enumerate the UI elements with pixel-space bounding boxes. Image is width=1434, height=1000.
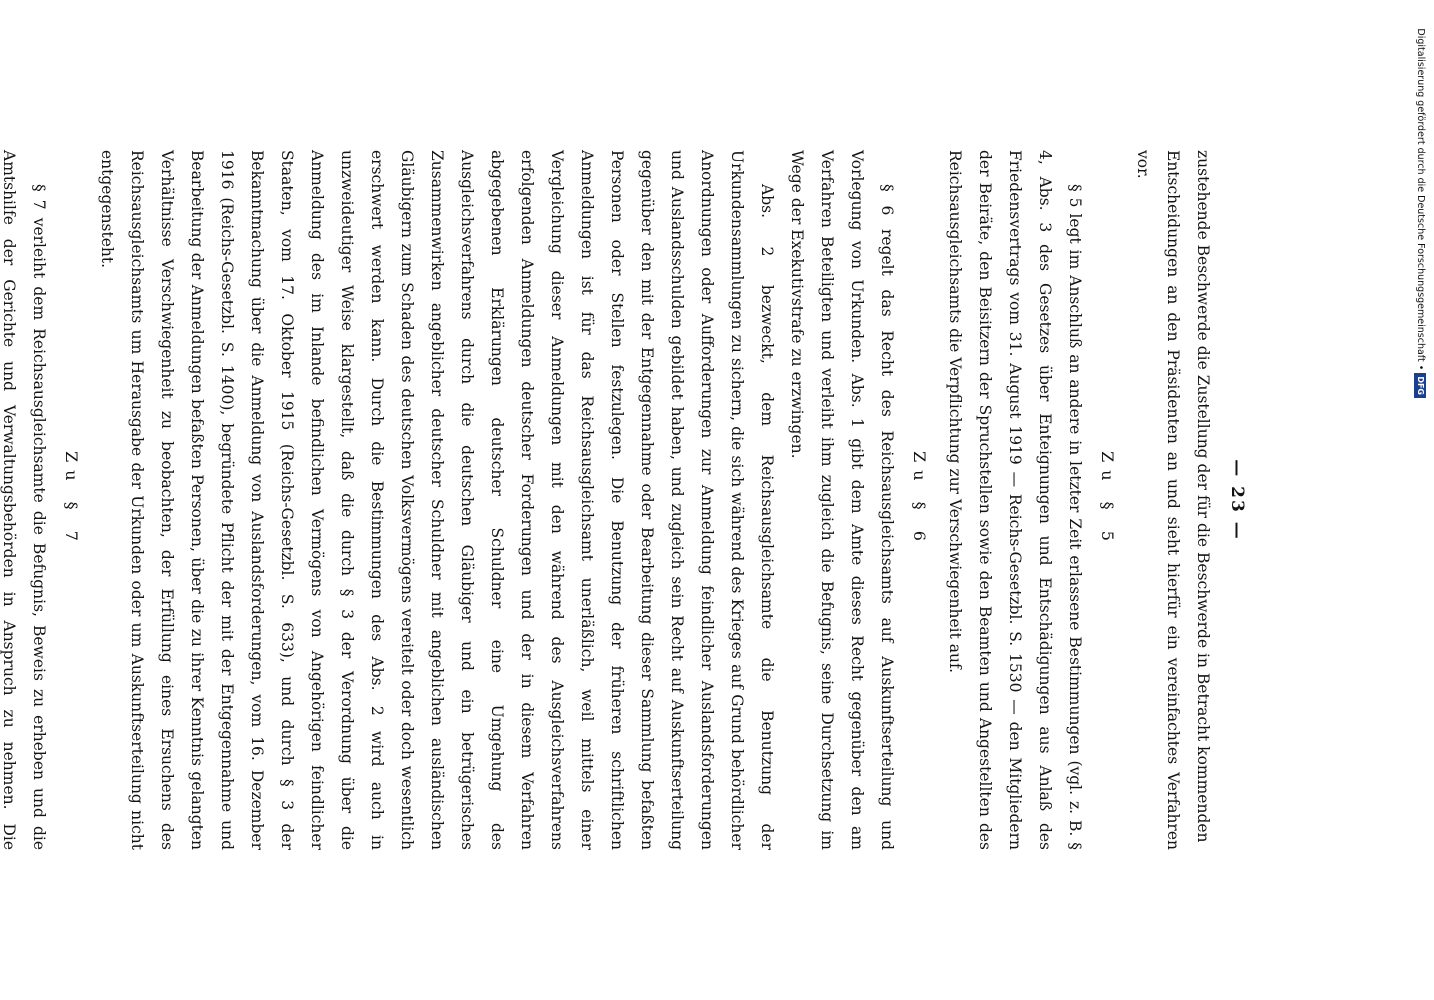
paragraph-6-2: Abs. 2 bezweckt, dem Reichsausgleichsamte die Benutzung der Urkundensammlungen zu sichern, die sich während des Krieges auf Grund behördlicher Anordnungen oder Aufforderungen zur Anmeldung feindlicher Auslandsforderungen und Auslandsschulden gebildet haben, und zugleich sein Recht auf Auskunftserteilung gegenüber den mit der Entgegennahme oder Bearbeitung dieser Sammlung befaßten Personen oder Stellen festzulegen. Die Benutzung der früheren schriftlichen Anmeldungen ist für das Reichsausgleichsamt unerläßlich, weil mittels einer Vergleichung dieser Anmeldungen mit den während des Ausgleichsverfahrens erfolgenden Anmeldungen deutscher Forderungen und der in diesem Verfahren abgegebenen Erklärungen deutscher Schuldner eine Umgehung des Ausgleichsverfahrens durch die deutschen Gläubiger und ein betrügerisches Zusammenwirken angeblicher deutscher Schuldner mit angeblichen ausländischen Gläubigern zum Schaden des deutschen Volksvermögens vereitelt oder doch wesentlich erschwert werden kann. Durch die Bestimmungen des Abs. 2 wird auch in unzweideutiger Weise klargestellt, daß die durch § 3 der Verordnung über die Anmeldung des im Inlande befindlichen Vermögens von Angehörigen feindlicher Staaten, vom 17. Oktober 1915 (Reichs-Gesetzbl. S. 633), und durch § 3 der Bekanntmachung über die Anmeldung von Auslandsforderungen, vom 16. Dezember 1916 (Reichs-Gesetzbl. S. 1400), begründete Pflicht der mit der Entgegennahme und Bearbeitung der Anmeldungen befaßten Personen, über die zu ihrer Kenntnis gelangten Verhältnisse Verschwiegenheit zu beobachten, der Erfüllung eines Ersuchens des Reichsausgleichsamts um Herausgabe der Urkunden oder um Auskunftserteilung nicht entgegensteht. — [98, 150, 776, 850]
funding-note-text: Digitalisierung gefördert durch die Deutsche Forschungsgemeinschaft • — [1415, 28, 1426, 371]
funding-note — [1412, 8, 1428, 398]
paragraph-5-1: § 5 legt im Anschluß an andere in letzter Zeit erlassene Bestimmungen (vgl. z. B. § 4, Abs. 3 des Gesetzes über Enteignungen und Entschädigungen aus Anlaß des Friedensvertrags vom 31. August 1919 — Reichs-Gesetzbl. S. 1530 — den Mitgliedern der Beiräte, den Beisitzern der Spruchstellen sowie den Beamten und Angestellten des Reichsausgleichsamts die Verpflichtung zur Verschwiegenheit auf. — [946, 150, 1084, 850]
page-text-block — [0, 150, 1252, 850]
dfg-logo-badge: DFG — [1415, 373, 1427, 398]
paragraph-7-1: § 7 verleiht dem Reichsausgleichsamte die Befugnis, Beweis zu erheben und die Amtshilfe der Gerichte und Verwaltungsbehörden in Anspruch zu nehmen. Die — [0, 150, 48, 850]
intro-line-2: Entscheidungen an den Präsidenten an und sieht hierfür ein vereinfachtes Verfahren vor. — [1134, 150, 1182, 850]
section-heading-5: Zu § 5 — [1098, 451, 1117, 549]
section-heading-6: Zu § 6 — [910, 451, 929, 549]
scanned-page — [0, 150, 1252, 850]
intro-line-1: zustehende Beschwerde die Zustellung der für die Beschwerde in Betracht kommenden — [1194, 150, 1212, 843]
section-heading-7: Zu § 7 — [62, 451, 81, 549]
paragraph-6-1: § 6 regelt das Recht des Reichsausgleichsamts auf Auskunftserteilung und Vorlegung von Urkunden. Abs. 1 gibt dem Amte dieses Recht gegenüber den am Verfahren Beteiligten und verleiht ihm zugleich die Befugnis, seine Durchsetzung im Wege der Exekutivstrafe zu erzwingen. — [788, 150, 896, 850]
page-number: — 23 — — [1227, 459, 1247, 541]
